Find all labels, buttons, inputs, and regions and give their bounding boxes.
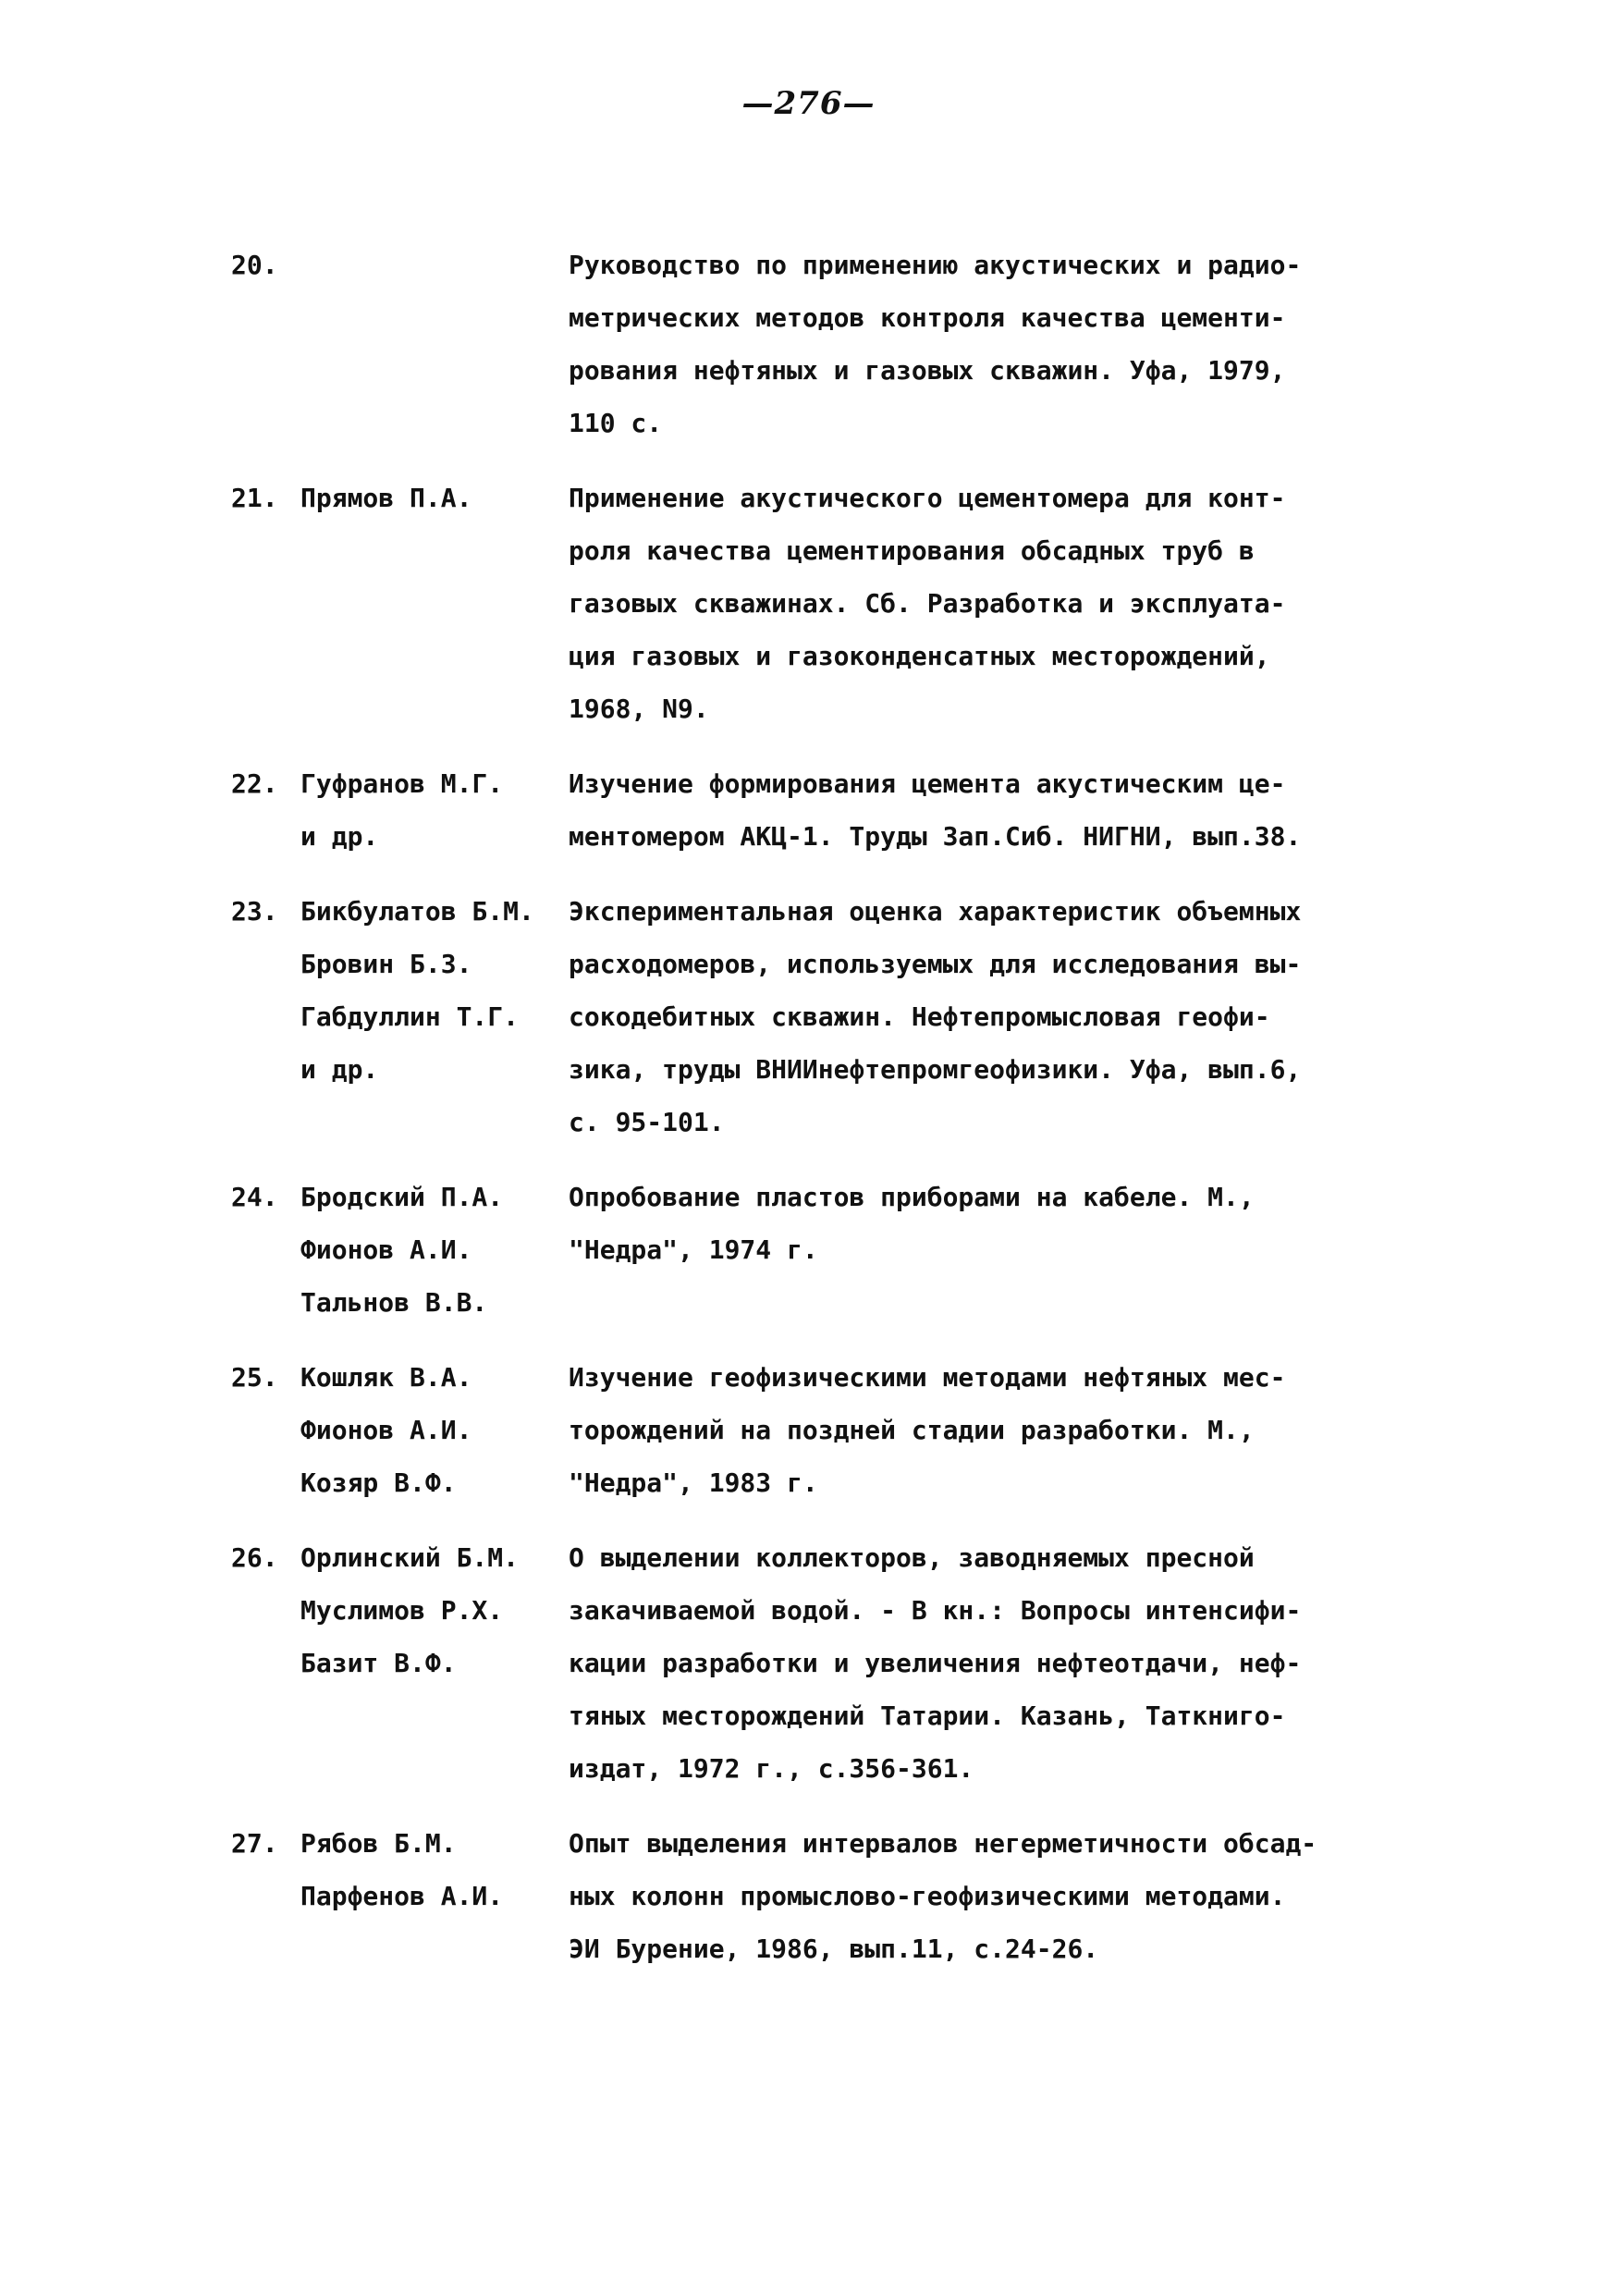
reference-number: 25. [231,1362,278,1393]
reference-text-line: 110 с. [569,408,663,438]
author-name: Рябов Б.М. [300,1828,457,1859]
reference-text-line: сокодебитных скважин. Нефтепромысловая геофи- [569,1001,1270,1032]
reference-text-line: "Недра", 1983 г. [569,1467,818,1498]
reference-entry [231,1817,1433,1975]
reference-number: 22. [231,768,278,799]
author-name: и др. [300,1054,379,1085]
reference-text-line: Опробование пластов приборами на кабеле. М., [569,1182,1255,1212]
author-name: Муслимов Р.Х. [300,1595,504,1626]
author-name: Орлинский Б.М. [300,1542,520,1573]
reference-authors [300,472,569,735]
reference-number: 21. [231,483,278,513]
reference-text-line: О выделении коллекторов, заводняемых пресной [569,1542,1255,1573]
reference-text-line: "Недра", 1974 г. [569,1234,818,1265]
reference-text [569,1817,1433,1975]
reference-text [569,885,1433,1148]
reference-text-line: издат, 1972 г., с.356-361. [569,1753,974,1784]
author-name: Фионов А.И. [300,1234,472,1265]
reference-number: 24. [231,1182,278,1212]
reference-text-line: зика, труды ВНИИнефтепромгеофизики. Уфа, вып.6, [569,1054,1302,1085]
reference-number: 27. [231,1828,278,1859]
author-name: Базит В.Ф. [300,1648,457,1678]
author-name: Фионов А.И. [300,1415,472,1445]
reference-entry [231,757,1433,863]
reference-text-line: расходомеров, используемых для исследования вы- [569,949,1302,979]
reference-text-line: Применение акустического цементомера для конт- [569,483,1286,513]
reference-text-line: роля качества цементирования обсадных труб в [569,535,1255,566]
reference-text-line: Руководство по применению акустических и радио- [569,250,1302,280]
reference-number: 23. [231,896,278,927]
author-name: Тальнов В.В. [300,1287,488,1318]
reference-authors [300,1531,569,1795]
reference-text [569,1171,1433,1329]
author-name: Бикбулатов Б.М. [300,896,534,927]
reference-number: 20. [231,250,278,280]
reference-text-line: Опыт выделения интервалов негерметичности обсад- [569,1828,1317,1859]
reference-text-line: ментомером АКЦ-1. Труды Зап.Сиб. НИГНИ, вып.38. [569,821,1302,852]
reference-text [569,1351,1433,1509]
reference-text-line: торождений на поздней стадии разработки. М., [569,1415,1255,1445]
reference-text-line: рования нефтяных и газовых скважин. Уфа, 1979, [569,355,1286,386]
reference-text-line: ция газовых и газоконденсатных месторождений, [569,641,1270,671]
author-name: Бродский П.А. [300,1182,504,1212]
reference-text-line: с. 95-101. [569,1107,725,1137]
reference-entry [231,1531,1433,1795]
reference-authors [300,757,569,863]
author-name: Прямов П.А. [300,483,472,513]
author-name: Бровин Б.З. [300,949,472,979]
reference-text [569,1531,1433,1795]
reference-authors [300,885,569,1148]
reference-text-line: тяных месторождений Татарии. Казань, Таткниго- [569,1701,1286,1731]
reference-authors [300,239,569,449]
author-name: и др. [300,821,379,852]
reference-text [569,239,1433,449]
reference-text-line: метрических методов контроля качества цементи- [569,302,1286,333]
reference-text-line: Изучение формирования цемента акустическим це- [569,768,1286,799]
reference-list [231,239,1433,1997]
reference-text-line: Экспериментальная оценка характеристик объемных [569,896,1302,927]
reference-entry [231,1351,1433,1509]
reference-number: 26. [231,1542,278,1573]
reference-text [569,472,1433,735]
reference-text-line: газовых скважинах. Сб. Разработка и эксплуата- [569,588,1286,619]
reference-authors [300,1817,569,1975]
reference-text-line: ЭИ Бурение, 1986, вып.11, с.24-26. [569,1934,1099,1964]
author-name: Парфенов А.И. [300,1881,504,1911]
reference-entry [231,472,1433,735]
reference-entry [231,1171,1433,1329]
reference-text-line: ных колонн промыслово-геофизическими методами. [569,1881,1286,1911]
reference-authors [300,1351,569,1509]
author-name: Козяр В.Ф. [300,1467,457,1498]
reference-text-line: 1968, N9. [569,694,709,724]
reference-text [569,757,1433,863]
author-name: Габдуллин Т.Г. [300,1001,520,1032]
reference-text-line: закачиваемой водой. - В кн.: Вопросы интенсифи- [569,1595,1302,1626]
page-number: —276— [741,85,876,122]
reference-text-line: кации разработки и увеличения нефтеотдачи, неф- [569,1648,1302,1678]
reference-entry [231,885,1433,1148]
author-name: Кошляк В.А. [300,1362,472,1393]
reference-entry [231,239,1433,449]
reference-text-line: Изучение геофизическими методами нефтяных мес- [569,1362,1286,1393]
reference-authors [300,1171,569,1329]
author-name: Гуфранов М.Г. [300,768,504,799]
